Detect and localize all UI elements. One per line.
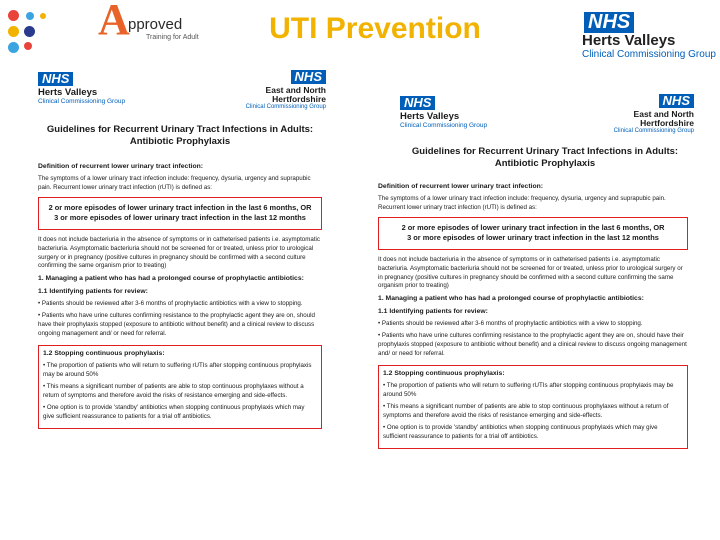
doc-en-name-2: Hertfordshire (272, 93, 326, 104)
approved-logo (98, 2, 208, 48)
doc-en-name-1: East and North (633, 109, 694, 119)
doc-en-name-1: East and North (265, 85, 326, 95)
approved-logo-letter: A (98, 0, 130, 44)
def-text: The symptoms of a lower urinary tract infection include: frequency, dysuria, urgency and suprapubic pain. Recurrent lower urinary tract infection (rUTI) is defined as: (38, 174, 311, 191)
doc-en-sub: Clinical Commissioning Group (613, 127, 694, 134)
brand-dots-logo (4, 4, 84, 54)
def-box-line-2: 3 or more episodes of lower urinary tract infection in the last 12 months (407, 233, 659, 243)
definition-highlight-box (38, 197, 322, 230)
stopping-prophylaxis-highlight-box (38, 345, 322, 429)
doc-hv-logo (38, 70, 125, 105)
doc-body (38, 162, 322, 429)
doc-title (392, 146, 698, 170)
def-heading: Definition of recurrent lower urinary tract infection: (378, 183, 544, 190)
doc-title-line-1: Guidelines for Recurrent Urinary Tract Infections in Adults: (411, 146, 679, 157)
def-text: The symptoms of a lower urinary tract infection include: frequency, dysuria, urgency and suprapubic pain. Recurrent lower urinary tract infection (rUTI) is defined as: (378, 194, 666, 211)
section-1-2-bullet-2: • This means a significant number of patients are able to stop continuous prophylaxes without a return of symptoms and therefore avoid the risks of resistance emerging and side-effects. (383, 402, 669, 419)
stopping-prophylaxis-highlight-box (378, 365, 688, 449)
section-1-1-heading: 1.1 Identifying patients for review: (378, 308, 488, 316)
doc-hv-name: Herts Valleys (38, 87, 98, 98)
doc-nhs-badge: NHS (400, 96, 435, 110)
section-1-2-bullet-1: • The proportion of patients who will return to suffering rUTIs after stopping continuous prophylaxis may be around 50% (383, 381, 674, 398)
doc-title-line-2: Antibiotic Prophylaxis (129, 135, 231, 147)
approved-logo-word: pproved (128, 16, 183, 33)
nhs-herts-valleys-logo (582, 12, 717, 60)
section-1-1-bullet-1: • Patients should be reviewed after 3-6 months of prophylactic antibiotics with a view to stopping. (38, 300, 303, 308)
def-box-line-1: 2 or more episodes of lower urinary tract infection in the last 6 months, OR (401, 222, 665, 232)
doc-en-name-2: Hertfordshire (640, 117, 694, 128)
doc-title-line-2: Antibiotic Prophylaxis (494, 157, 596, 169)
nhs-badge: NHS (584, 12, 634, 33)
doc-en-badge: NHS (659, 94, 694, 108)
section-1-heading: 1. Managing a patient who has had a prolonged course of prophylactic antibiotics: (38, 275, 304, 283)
section-1-1-bullet-2: • Patients who have urine cultures confirming resistance to the prophylactic agent they are on, should have their prophylaxis stopped (exposure to antibiotic without benefit) and a clinical review to discuss ongoing management and/ or need for referral. (38, 312, 315, 338)
doc-body (378, 182, 688, 449)
doc-hv-sub: Clinical Commissioning Group (400, 121, 488, 129)
section-1-2-bullet-2: • This means a significant number of patients are able to stop continuous prophylaxes without a return of symptoms and therefore avoid the risks of resistance emerging and side-effects. (43, 382, 304, 399)
doc-title-line-1: Guidelines for Recurrent Urinary Tract Infections in Adults: (46, 124, 314, 135)
section-1-2-bullet-1: • The proportion of patients who will return to suffering rUTIs after stopping continuous prophylaxis may be around 50% (43, 361, 312, 378)
document-left (30, 66, 330, 526)
section-1-1-heading: 1.1 Identifying patients for review: (38, 288, 148, 296)
section-1-2-bullet-3: • One option is to provide 'standby' antibiotics when stopping continuous prophylaxis which may give sufficient reassurance to patients for a trial off antibiotics. (43, 403, 305, 420)
doc-en-sub: Clinical Commissioning Group (245, 103, 326, 110)
exclusion-text: It does not include bacteriuria in the absence of symptoms or in catheterised patients i.e. asymptomatic bacteriuria. Asymptomatic bacteriuria should not be screened for or treated, unless prior to urological surgery or in pregnancy (positive cultures in pregnancy should be confirmed with a second culture confirming the same organism prior to treating) (378, 255, 683, 290)
doc-en-badge: NHS (291, 70, 326, 84)
org-subtitle: Clinical Commissioning Group (582, 48, 716, 60)
doc-nhs-badge: NHS (38, 72, 73, 86)
page-title: UTI Prevention (269, 12, 481, 45)
section-1-2-heading: 1.2 Stopping continuous prophylaxis: (383, 370, 505, 378)
section-1-1-bullet-2: • Patients who have urine cultures confirming resistance to the prophylactic agent they are on, should have their prophylaxis stopped (exposure to antibiotic without benefit) and a clinical review to discuss ongoing management and/ or need for referral. (378, 332, 687, 358)
exclusion-text: It does not include bacteriuria in the absence of symptoms or in catheterised patients i.e. asymptomatic bacteriuria. Asymptomatic bacteriuria should not be screened for or treated, unless prior to urological surgery or in pregnancy (positive cultures in pregnancy should be confirmed with a second culture confirming the same organism prior to treating) (38, 235, 321, 270)
doc-en-logo (614, 92, 694, 134)
doc-hv-logo (400, 94, 487, 129)
section-1-heading: 1. Managing a patient who has had a prolonged course of prophylactic antibiotics: (378, 295, 644, 303)
section-1-2-heading: 1.2 Stopping continuous prophylaxis: (43, 350, 165, 358)
definition-highlight-box (378, 217, 688, 250)
document-right (378, 90, 698, 520)
def-box-line-1: 2 or more episodes of lower urinary tract infection in the last 6 months, OR (48, 202, 312, 212)
section-1-1-bullet-1: • Patients should be reviewed after 3-6 months of prophylactic antibiotics with a view to stopping. (378, 320, 643, 328)
approved-logo-tagline: Training for Adult (146, 34, 199, 41)
org-name: Herts Valleys (582, 32, 676, 49)
doc-hv-name: Herts Valleys (400, 111, 460, 122)
def-heading: Definition of recurrent lower urinary tract infection: (38, 163, 204, 170)
doc-hv-sub: Clinical Commissioning Group (38, 97, 126, 105)
doc-title (30, 124, 330, 148)
def-box-line-2: 3 or more episodes of lower urinary tract infection in the last 12 months (54, 213, 306, 223)
section-1-2-bullet-3: • One option is to provide 'standby' antibiotics when stopping continuous prophylaxis which may give sufficient reassurance to patients for a trial off antibiotics. (383, 423, 658, 440)
doc-en-logo (246, 68, 326, 110)
